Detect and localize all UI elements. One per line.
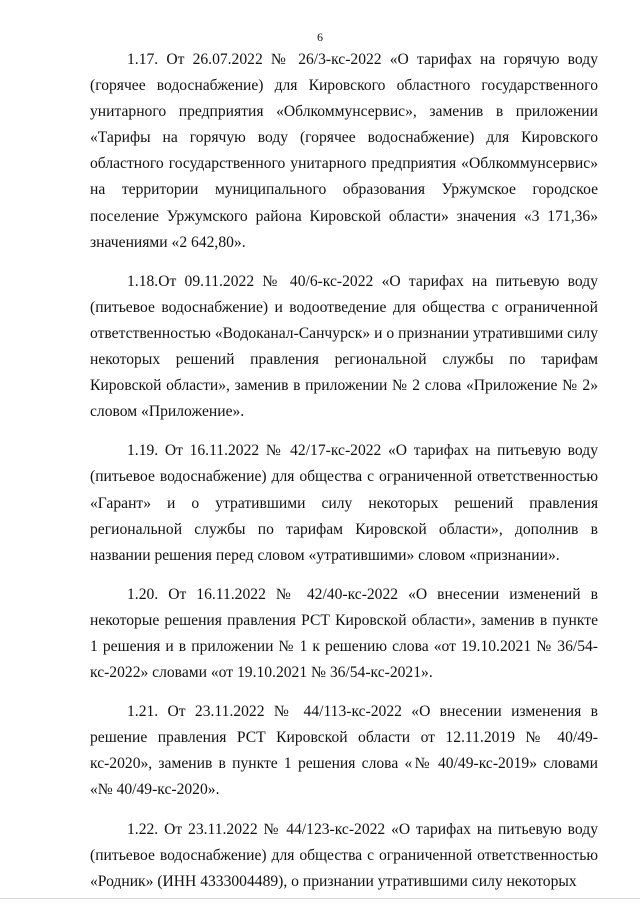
paragraph-1-17: 1.17. От 26.07.2022 № 26/3-кс-2022 «О тарифах на горячую воду (горячее водоснабжение) для Кировского областного государственного унитарного предприятия «Облкоммунсервис», заменив в приложении «Тарифы на горячую воду (горячее водоснабжение) для Кировского областного государственного унитарного предприятия «Облкоммунсервис» на территории муниципального образования Уржумское городское поселение Уржумского района Кировской области» значения «3 171,36» значениями «2 642,80». xyxy=(90,51,598,251)
paragraph-1-19: 1.19. От 16.11.2022 № 42/17-кс-2022 «О тарифах на питьевую воду (питьевое водоснабжение) для общества с ограниченной ответственностью «Гарант» и о утратившими силу некоторых решений правления региональной службы по тарифам Кировской области», дополнив в названии решения перед словом «утратившими» словом «признании». xyxy=(90,442,598,564)
paragraph-1-22: 1.22. От 23.11.2022 № 44/123-кс-2022 «О тарифах на питьевую воду (питьевое водоснабжение) для общества с ограниченной ответственностью «Родник» (ИНН 4333004489), о признании утратившими силу некоторых xyxy=(90,820,598,890)
page-bottom-edge xyxy=(0,898,640,899)
document-body xyxy=(90,47,598,895)
paragraph-1-18: 1.18.От 09.11.2022 № 40/6-кс-2022 «О тарифах на питьевую воду (питьевое водоснабжение) и водоотведение для общества с ограниченной ответственностью «Водоканал-Санчурск» и о признании утратившими силу некоторых решений правления региональной службы по тарифам Кировской области», заменив в приложении № 2 слова «Приложение № 2» словом «Приложение». xyxy=(90,272,598,421)
page-number: 6 xyxy=(317,30,323,44)
paragraph-1-20: 1.20. От 16.11.2022 № 42/40-кс-2022 «О внесении изменений в некоторые решения правления РСТ Кировской области», заменив в пункте 1 решения и в приложении № 1 к решению слова «от 19.10.2021 № 36/54-кс-2022» словами «от 19.10.2021 № 36/54-кс-2021». xyxy=(90,585,598,682)
paragraph-1-21: 1.21. От 23.11.2022 № 44/113-кс-2022 «О внесении изменения в решение правления РСТ Кировской области от 12.11.2019 № 40/49-кс-2020», заменив в пункте 1 решения слова «№ 40/49-кс-2019» словами «№ 40/49-кс-2020». xyxy=(90,703,598,799)
